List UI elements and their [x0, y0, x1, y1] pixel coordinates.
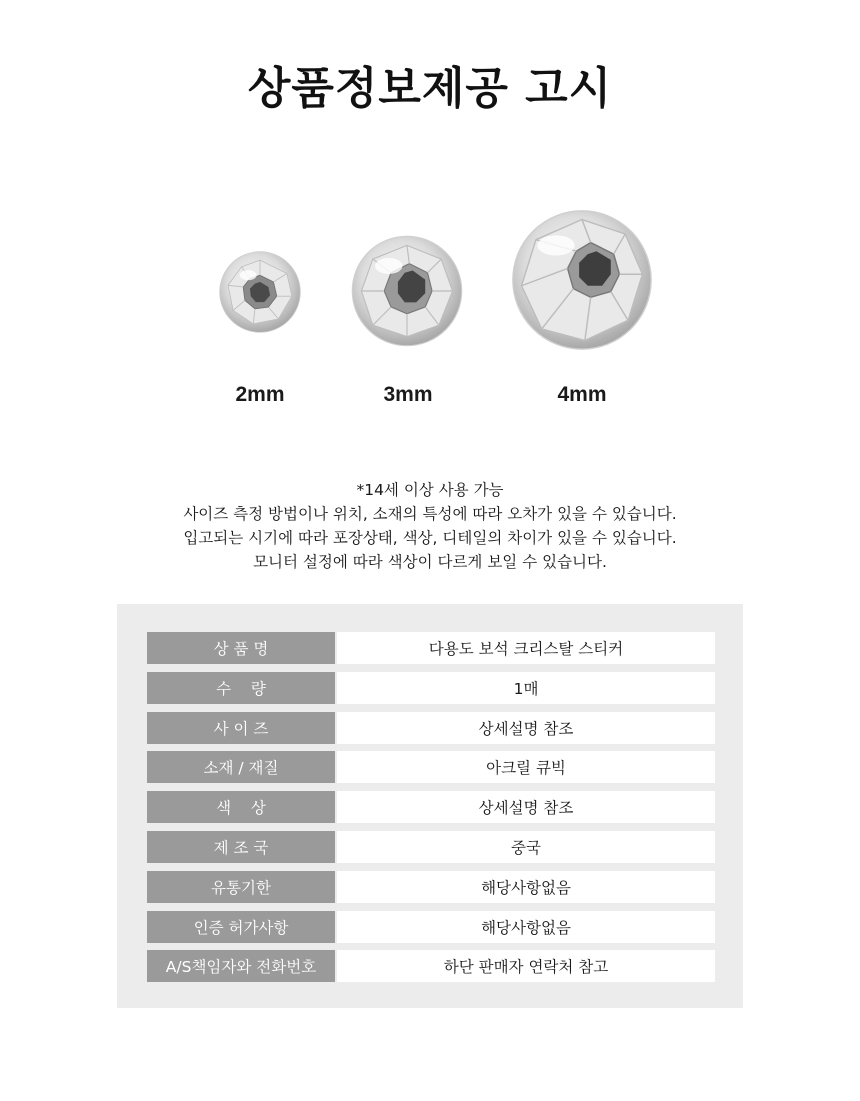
info-label: 상 품 명 — [147, 632, 335, 664]
crystal-gem-3mm-image — [350, 234, 464, 348]
info-value: 1매 — [337, 672, 715, 704]
product-info-box — [117, 604, 743, 1008]
product-info-table — [147, 632, 715, 990]
gem-size-gallery — [0, 200, 860, 430]
table-row — [147, 632, 715, 664]
table-row — [147, 791, 715, 823]
info-label: 소재 / 재질 — [147, 751, 335, 783]
notice-line: 모니터 설정에 따라 색상이 다르게 보일 수 있습니다. — [253, 553, 607, 571]
info-value: 상세설명 참조 — [337, 791, 715, 823]
crystal-gem-2mm-image — [218, 250, 302, 334]
info-value: 해당사항없음 — [337, 871, 715, 903]
table-row — [147, 871, 715, 903]
notice-line: 사이즈 측정 방법이나 위치, 소재의 특성에 따라 오차가 있을 수 있습니다. — [183, 505, 677, 523]
product-notice — [0, 478, 860, 574]
gem-size-label: 3mm — [383, 383, 433, 406]
info-label: 수 량 — [147, 672, 335, 704]
notice-line: *14세 이상 사용 가능 — [356, 481, 504, 499]
info-label: 인증 허가사항 — [147, 911, 335, 943]
info-label: 색 상 — [147, 791, 335, 823]
table-row — [147, 911, 715, 943]
table-row — [147, 712, 715, 744]
table-row — [147, 831, 715, 863]
info-label: 사 이 즈 — [147, 712, 335, 744]
table-row — [147, 672, 715, 704]
info-value: 해당사항없음 — [337, 911, 715, 943]
page-title: 상품정보제공 고시 — [247, 63, 613, 114]
info-label: 유통기한 — [147, 871, 335, 903]
crystal-gem-4mm-image — [510, 208, 654, 352]
info-value: 다용도 보석 크리스탈 스티커 — [337, 632, 715, 664]
table-row — [147, 950, 715, 982]
info-value: 중국 — [337, 831, 715, 863]
info-value: 아크릴 큐빅 — [337, 751, 715, 783]
info-label: 제 조 국 — [147, 831, 335, 863]
gem-size-label: 4mm — [557, 383, 607, 406]
gem-size-label: 2mm — [235, 383, 285, 406]
table-row — [147, 751, 715, 783]
info-value: 하단 판매자 연락처 참고 — [337, 950, 715, 982]
info-label: A/S책임자와 전화번호 — [147, 950, 335, 982]
info-value: 상세설명 참조 — [337, 712, 715, 744]
notice-line: 입고되는 시기에 따라 포장상태, 색상, 디테일의 차이가 있을 수 있습니다. — [183, 529, 677, 547]
